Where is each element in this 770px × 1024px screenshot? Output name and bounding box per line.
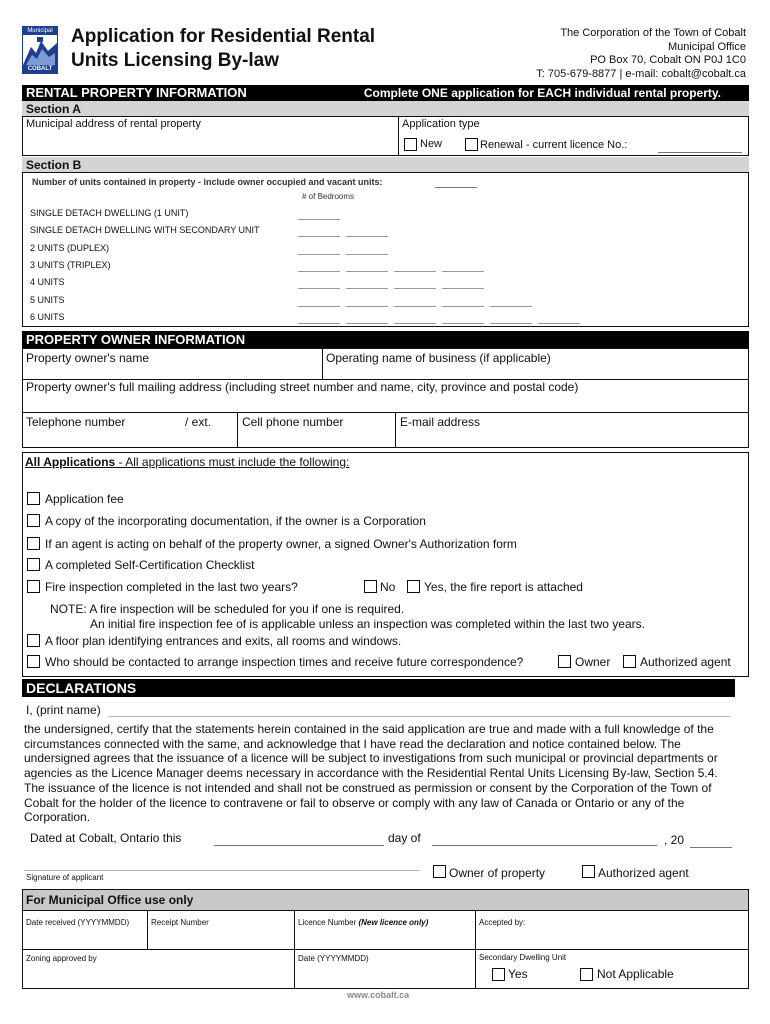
section-b-header [22, 157, 749, 172]
contact-label: Who should be contacted to arrange inspection times and receive future correspondence? [45, 655, 524, 669]
floor-plan-checkbox[interactable] [27, 634, 40, 647]
date-received-label: Date received (YYYYMMDD) [26, 918, 130, 927]
rental-property-bar [22, 85, 749, 101]
secondary-na-checkbox[interactable] [580, 968, 593, 981]
fire-yes-label: Yes, the fire report is attached [424, 580, 583, 594]
bedroom-count-field[interactable] [298, 288, 340, 289]
bedroom-count-field[interactable] [346, 254, 388, 255]
contact-agent-checkbox[interactable] [623, 655, 636, 668]
licence-number-note: (New licence only) [358, 918, 429, 927]
address-field[interactable] [24, 132, 396, 154]
accepted-by-label: Accepted by: [479, 918, 526, 927]
contact-owner-label: Owner [575, 655, 611, 669]
dated-day-field[interactable] [214, 845, 384, 846]
address-label: Municipal address of rental property [26, 118, 201, 130]
requirement-label: A copy of the incorporating documentation, if the owner is a Corporation [45, 514, 426, 528]
bedroom-count-field[interactable] [346, 236, 388, 237]
rental-property-note: Complete ONE application for EACH individual rental property. [363, 86, 721, 100]
fire-yes-checkbox[interactable] [407, 580, 420, 593]
units-label: Number of units contained in property - include owner occupied and vacant units: [32, 177, 383, 187]
declaration-text-line: the undersigned, certify that the statements herein contained in the said application are true and made with a full knowledge of the [24, 722, 714, 736]
bedroom-count-field[interactable] [442, 271, 484, 272]
section-b-title: Section B [26, 158, 82, 172]
requirement-checkbox[interactable] [27, 492, 40, 505]
bedroom-count-field[interactable] [298, 271, 340, 272]
owner-name-label: Property owner's name [26, 351, 150, 365]
year-label: , 20 [664, 833, 685, 847]
zoning-label: Zoning approved by [26, 954, 97, 963]
telephone-label: Telephone number [26, 415, 126, 429]
floor-plan-label: A floor plan identifying entrances and exits, all rooms and windows. [45, 634, 402, 648]
bedroom-count-field[interactable] [442, 323, 484, 324]
dated-label: Dated at Cobalt, Ontario this [30, 831, 182, 845]
bedroom-count-field[interactable] [346, 323, 388, 324]
section-a-header [22, 101, 749, 116]
requirement-checkbox[interactable] [27, 580, 40, 593]
print-name-label: I, (print name) [26, 703, 101, 717]
requirement-label: Fire inspection completed in the last two years? [45, 580, 298, 594]
unit-type-label: 3 UNITS (TRIPLEX) [30, 259, 111, 270]
bedroom-count-field[interactable] [346, 288, 388, 289]
bedroom-count-field[interactable] [346, 271, 388, 272]
renewal-label: Renewal - current licence No.: [480, 139, 628, 151]
bedroom-count-field[interactable] [490, 306, 532, 307]
renewal-checkbox[interactable] [465, 138, 478, 151]
property-owner-title: PROPERTY OWNER INFORMATION [26, 332, 246, 347]
fire-no-checkbox[interactable] [364, 580, 377, 593]
contact-checkbox[interactable] [27, 655, 40, 668]
bedroom-count-field[interactable] [394, 323, 436, 324]
extension-label: / ext. [185, 415, 212, 429]
fire-note-1: NOTE: A fire inspection will be scheduled for you if one is required. [50, 602, 405, 616]
business-name-label: Operating name of business (if applicable) [326, 351, 551, 365]
declare-agent-checkbox[interactable] [582, 865, 595, 878]
office-date-label: Date (YYYYMMDD) [298, 954, 369, 963]
licence-number-text: Licence Number [298, 918, 359, 927]
unit-type-label: 4 UNITS [30, 277, 65, 288]
unit-type-label: SINGLE DETACH DWELLING WITH SECONDARY UNIT [30, 225, 260, 236]
bedroom-count-field[interactable] [442, 306, 484, 307]
logo-bottom-text: COBALT [23, 65, 57, 73]
email-label: E-mail address [400, 415, 481, 429]
dated-month-field[interactable] [432, 845, 657, 846]
logo-emblem-icon [23, 35, 57, 65]
new-checkbox[interactable] [404, 138, 417, 151]
bedroom-count-field[interactable] [298, 323, 340, 324]
bedroom-count-field[interactable] [298, 306, 340, 307]
declarations-bar [22, 679, 735, 697]
requirement-label: A completed Self-Certification Checklist [45, 558, 255, 572]
declare-owner-label: Owner of property [449, 866, 546, 880]
secondary-unit-label: Secondary Dwelling Unit [479, 953, 567, 962]
bedrooms-label: # of Bedrooms [302, 192, 355, 201]
app-type-label: Application type [402, 118, 480, 130]
office-use-title: For Municipal Office use only [26, 893, 194, 907]
bedroom-count-field[interactable] [442, 288, 484, 289]
unit-type-label: 2 UNITS (DUPLEX) [30, 242, 110, 253]
declaration-text-line: The issuance of the licence is not intended and shall not be construed as permission or consent by the Corporation of the Town of [24, 780, 712, 795]
footer-website: www.cobalt.ca [347, 990, 410, 1000]
form-title-line2: Units Licensing By-law [71, 50, 279, 71]
unit-type-label: 5 UNITS [30, 294, 65, 305]
requirement-checkbox[interactable] [27, 558, 40, 571]
secondary-yes-checkbox[interactable] [492, 968, 505, 981]
licence-number-label [298, 918, 428, 927]
print-name-field[interactable] [108, 716, 730, 717]
contact-owner-checkbox[interactable] [558, 655, 571, 668]
bedroom-count-field[interactable] [490, 323, 532, 324]
bedroom-count-field[interactable] [538, 323, 580, 324]
bedroom-count-field[interactable] [298, 254, 340, 255]
bedroom-count-field[interactable] [298, 236, 340, 237]
applications-heading [25, 455, 349, 469]
contact-agent-label: Authorized agent [640, 655, 731, 669]
org-address: PO Box 70, Cobalt ON P0J 1C0 [590, 54, 746, 66]
fire-note-2: An initial fire inspection fee of is applicable unless an inspection was completed within the last two years. [90, 617, 645, 631]
office-use-header [23, 890, 748, 910]
cell-phone-label: Cell phone number [242, 415, 344, 429]
requirement-label: If an agent is acting on behalf of the property owner, a signed Owner's Authorization form [45, 537, 517, 551]
bedroom-count-field[interactable] [394, 288, 436, 289]
declare-agent-label: Authorized agent [598, 866, 689, 880]
units-count-field[interactable] [435, 187, 477, 188]
bedroom-count-field[interactable] [394, 271, 436, 272]
town-logo [22, 26, 58, 74]
day-of-label: day of [388, 831, 421, 845]
declarations-title: DECLARATIONS [26, 680, 137, 696]
signature-label: Signature of applicant [26, 873, 104, 882]
declare-owner-checkbox[interactable] [433, 865, 446, 878]
unit-type-label: 6 UNITS [30, 311, 65, 322]
receipt-number-label: Receipt Number [151, 918, 209, 927]
requirement-checkbox[interactable] [27, 537, 40, 550]
renewal-licence-field[interactable] [658, 152, 742, 153]
declaration-text-line: agencies as the Licence Manager deems necessary in accordance with the Residential Rental Units Licensing By-law, Section 5.4. [24, 766, 718, 781]
bedroom-count-field[interactable] [298, 219, 340, 220]
secondary-yes-label: Yes [508, 967, 528, 981]
org-office: Municipal Office [667, 41, 746, 53]
mailing-address-label: Property owner's full mailing address (including street number and name, city, province and postal code) [26, 380, 579, 394]
org-contact: T: 705-679-8877 | e-mail: cobalt@cobalt.ca [536, 68, 746, 80]
bedroom-count-field[interactable] [394, 306, 436, 307]
section-b-box [22, 172, 749, 327]
bedroom-count-field[interactable] [346, 306, 388, 307]
fire-no-label: No [380, 580, 396, 594]
declaration-text-line: circumstances connected with the same, and acknowledge that I have read the declaration and notice contained below. The [24, 736, 681, 751]
declaration-text-line: undersigned agrees that the issuance of a licence will be subject to investigations from such municipal or provincial departments or [24, 751, 718, 766]
dated-year-field[interactable] [690, 847, 732, 848]
declaration-text-line: Cobalt for the holder of the licence to contravene or fail to observe or comply with any law of Canada or Ontario or any of the [24, 795, 685, 810]
requirement-label: Application fee [45, 492, 124, 506]
org-name: The Corporation of the Town of Cobalt [560, 27, 746, 39]
signature-field[interactable] [24, 870, 420, 871]
rental-property-title: RENTAL PROPERTY INFORMATION [26, 85, 247, 100]
new-label: New [420, 138, 443, 150]
section-a-title: Section A [26, 102, 81, 116]
property-owner-bar [22, 331, 749, 348]
form-title-line1: Application for Residential Rental [71, 26, 376, 47]
logo-top-text: Municipal [23, 27, 57, 35]
applications-heading-rest: - All applications must include the following: [115, 455, 350, 469]
unit-type-label: SINGLE DETACH DWELLING (1 UNIT) [30, 208, 189, 218]
applications-heading-bold: All Applications [25, 455, 116, 469]
requirement-checkbox[interactable] [27, 514, 40, 527]
secondary-na-label: Not Applicable [597, 967, 674, 981]
declaration-text-line: Corporation. [24, 810, 91, 825]
